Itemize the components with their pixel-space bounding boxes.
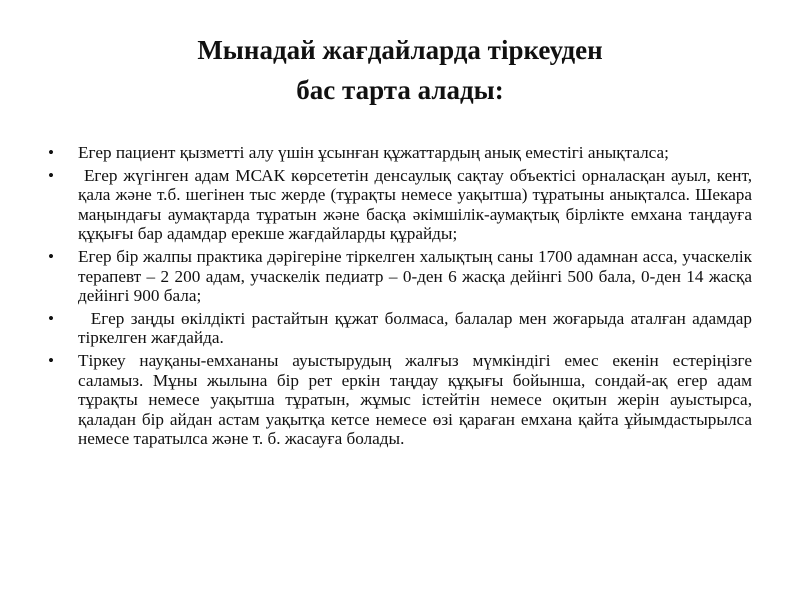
bullet-item bbox=[40, 165, 757, 244]
bullet-item bbox=[40, 247, 752, 306]
title-line-2: бас тарта алады: bbox=[296, 75, 504, 105]
bullet-text: Егер бір жалпы практика дәрігеріне тіркелген халықтың саны 1700 адамнан асса, учаскелік терапевт – 2 200 адам, учаскелік педиатр – 0-ден 6 жасқа дейінгі 500 бала, 0-ден 14 жасқа дейінгі 900 бала; bbox=[78, 246, 752, 306]
bullet-point-icon: • bbox=[47, 350, 55, 370]
bullet-point-icon: • bbox=[47, 143, 55, 162]
bullet-point-icon: • bbox=[47, 246, 55, 266]
bullet-point-icon: • bbox=[47, 308, 55, 328]
bullet-item bbox=[40, 143, 752, 163]
bullet-text: Егер пациент қызметті алу үшін ұсынған құжаттардың анық еместігі анықталса; bbox=[78, 143, 669, 162]
bullet-point-icon: • bbox=[47, 165, 55, 185]
bullet-text: Егер заңды өкілдікті растайтын құжат болмаса, балалар мен жоғарыда аталған адамдар тіркелген жағдайда. bbox=[78, 308, 757, 348]
slide-title bbox=[0, 30, 800, 110]
bullet-text: Тіркеу науқаны-емхананы ауыстырудың жалғыз мүмкіндігі емес екенін естеріңізге саламыз. Мұны жылына бір рет еркін таңдау құқығы бойынша, сондай-ақ егер адам тұрақты немесе уақытша тұратын, жұмыс істейтін немесе оқитын жерін ауыстырса, қаладан бір айдан астам уақытқа кетсе немесе өзі қараған емхана қайта ұйымдастырылса немесе таратылса және т. б. жасауға болады. bbox=[78, 350, 752, 449]
title-line-1: Мынадай жағдайларда тіркеуден bbox=[197, 35, 603, 65]
bullet-item bbox=[40, 351, 752, 449]
bullet-text: Егер жүгінген адам МСАК көрсететін денсаулық сақтау объектісі орналасқан ауыл, кент, қала және т.б. шегінен тыс жерде (тұрақты немесе уақытша) тұратыны анықталса. Шекара маңындағы аумақтарда тұратын және басқа әкімшілік-аумақтық бірлікте емхана таңдауға құқығы бар адамдар ерекше жағдайларды құрайды; bbox=[78, 165, 757, 244]
bullet-list bbox=[40, 143, 757, 452]
bullet-item bbox=[40, 308, 757, 348]
